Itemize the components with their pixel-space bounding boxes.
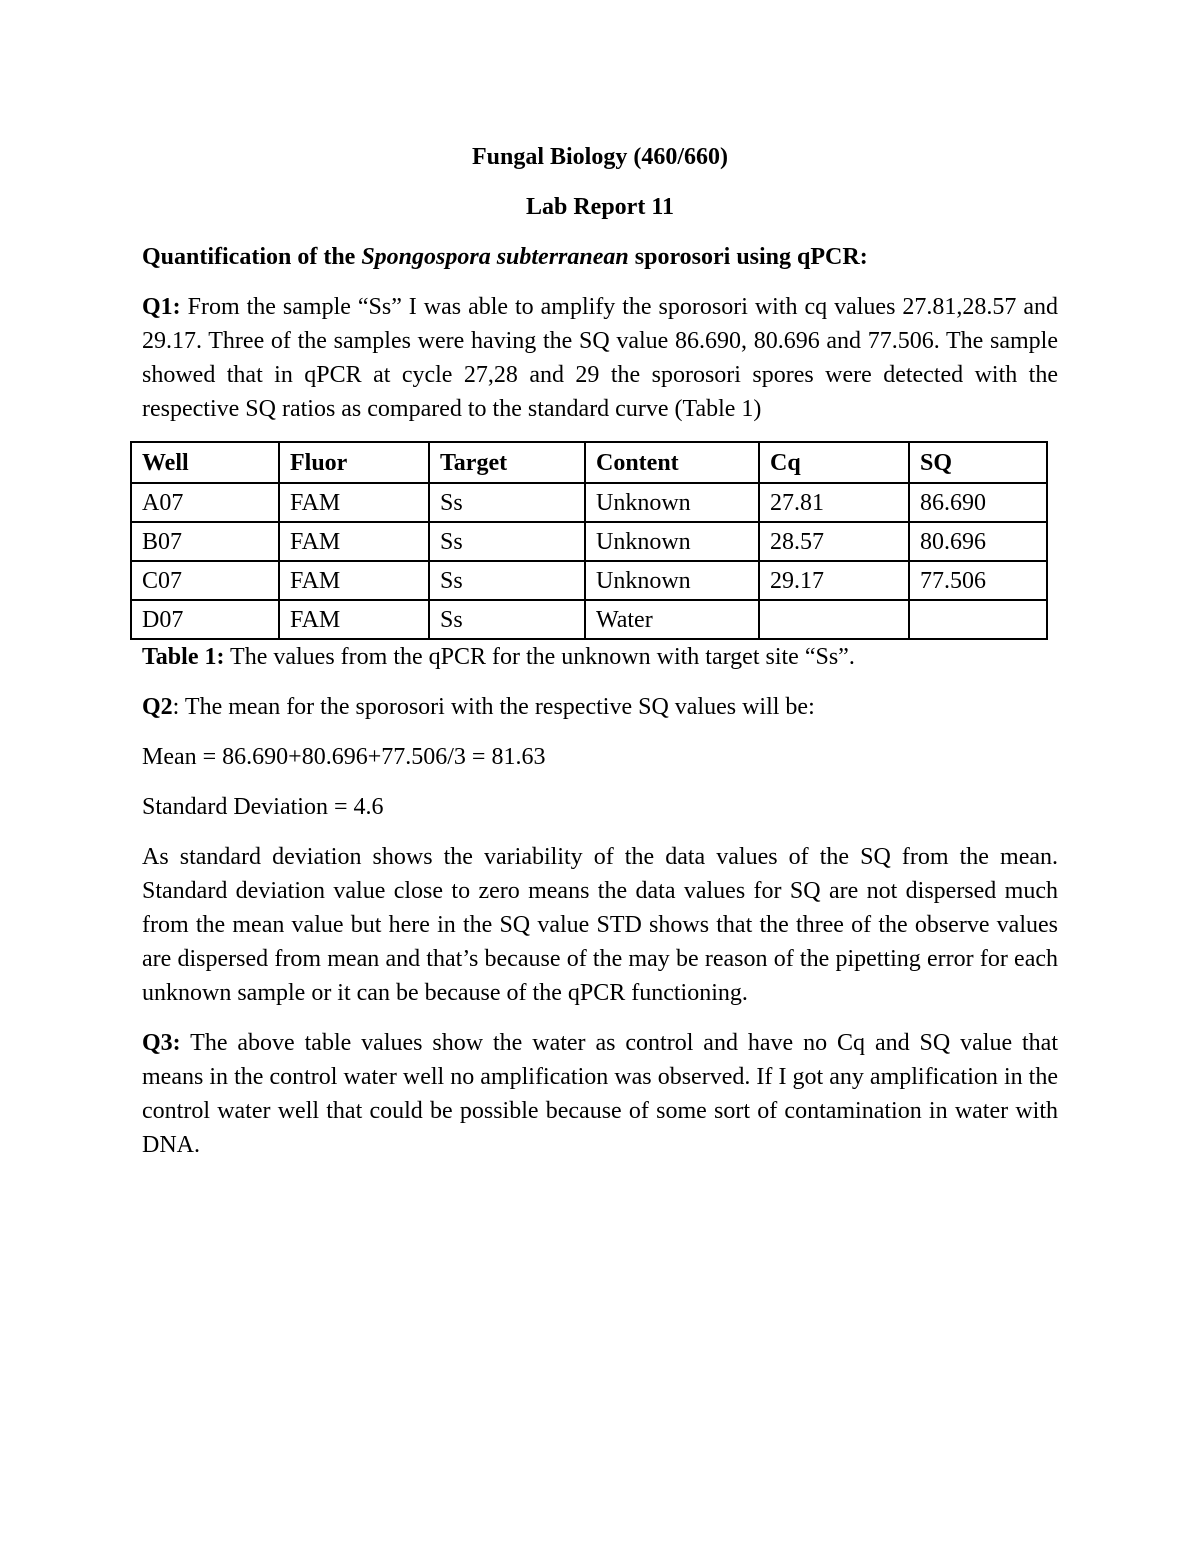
caption-label: Table 1: <box>142 644 225 670</box>
table-header-row <box>131 442 1047 483</box>
table-cell: 29.17 <box>759 561 909 600</box>
table-cell: 86.690 <box>909 483 1047 522</box>
table-row <box>131 561 1047 600</box>
table-cell: 27.81 <box>759 483 909 522</box>
table-cell: A07 <box>131 483 279 522</box>
table-cell: FAM <box>279 561 429 600</box>
table-cell: Ss <box>429 600 585 639</box>
section-heading <box>142 240 1058 274</box>
table-cell: FAM <box>279 522 429 561</box>
table-cell <box>759 600 909 639</box>
table-cell: Unknown <box>585 483 759 522</box>
mean-line: Mean = 86.690+80.696+77.506/3 = 81.63 <box>142 744 546 770</box>
table-cell: B07 <box>131 522 279 561</box>
heading-species: Spongospora subterranean <box>361 244 629 270</box>
table-header-cell: SQ <box>909 442 1047 483</box>
table-cell: Water <box>585 600 759 639</box>
document-page <box>142 140 1058 1178</box>
table-cell: Ss <box>429 483 585 522</box>
std-explanation: As standard deviation shows the variability of the data values of the SQ from the mean. Standard deviation value close to zero means the data values for SQ are not dispersed much from the mean value but here in the SQ value STD shows that the three of the observe values are dispersed from mean and that’s because of the may be reason of the pipetting error for each unknown sample or it can be because of the qPCR functioning. <box>142 844 1058 1006</box>
table-row <box>131 522 1047 561</box>
document-title: Fungal Biology (460/660) <box>471 144 729 170</box>
q1-text: From the sample “Ss” I was able to amplify the sporosori with cq values 27.81,28.57 and 29.17. Three of the samples were having the SQ value 86.690, 80.696 and 77.506. The sample showed that in qPCR at cycle 27,28 and 29 the sporosori spores were detected with the respective SQ ratios as compared to the standard curve (Table 1) <box>142 294 1058 422</box>
table-row <box>131 483 1047 522</box>
q2-label: Q2 <box>142 694 173 720</box>
table-cell: Unknown <box>585 522 759 561</box>
table-caption <box>142 640 1058 674</box>
table-header-cell: Cq <box>759 442 909 483</box>
table-cell: FAM <box>279 600 429 639</box>
caption-text: The values from the qPCR for the unknown with target site “Ss”. <box>224 644 855 670</box>
table-cell: C07 <box>131 561 279 600</box>
table-header-cell: Fluor <box>279 442 429 483</box>
heading-prefix: Quantification of the <box>142 244 362 270</box>
q1-label: Q1: <box>142 294 181 320</box>
table-cell: FAM <box>279 483 429 522</box>
table-cell: D07 <box>131 600 279 639</box>
qpcr-table <box>130 441 1048 640</box>
table-cell: Unknown <box>585 561 759 600</box>
q2-paragraph <box>142 690 1058 724</box>
table-row <box>131 600 1047 639</box>
table-cell: 28.57 <box>759 522 909 561</box>
q2-text: : The mean for the sporosori with the respective SQ values will be: <box>172 694 815 720</box>
heading-suffix: sporosori using qPCR: <box>628 244 868 270</box>
table-cell: Ss <box>429 522 585 561</box>
table-cell: Ss <box>429 561 585 600</box>
table-header-cell: Target <box>429 442 585 483</box>
q3-paragraph <box>142 1026 1058 1162</box>
table-cell: 77.506 <box>909 561 1047 600</box>
q1-paragraph <box>142 290 1058 426</box>
table-cell <box>909 600 1047 639</box>
table-header-cell: Content <box>585 442 759 483</box>
std-line: Standard Deviation = 4.6 <box>142 794 384 820</box>
table-header-cell: Well <box>131 442 279 483</box>
q3-label: Q3: <box>142 1030 181 1056</box>
document-subtitle: Lab Report 11 <box>525 194 674 220</box>
q3-text: The above table values show the water as control and have no Cq and SQ value that means in the control water well no amplification was observed. If I got any amplification in the control water well that could be possible because of some sort of contamination in water with DNA. <box>142 1030 1058 1158</box>
table-cell: 80.696 <box>909 522 1047 561</box>
